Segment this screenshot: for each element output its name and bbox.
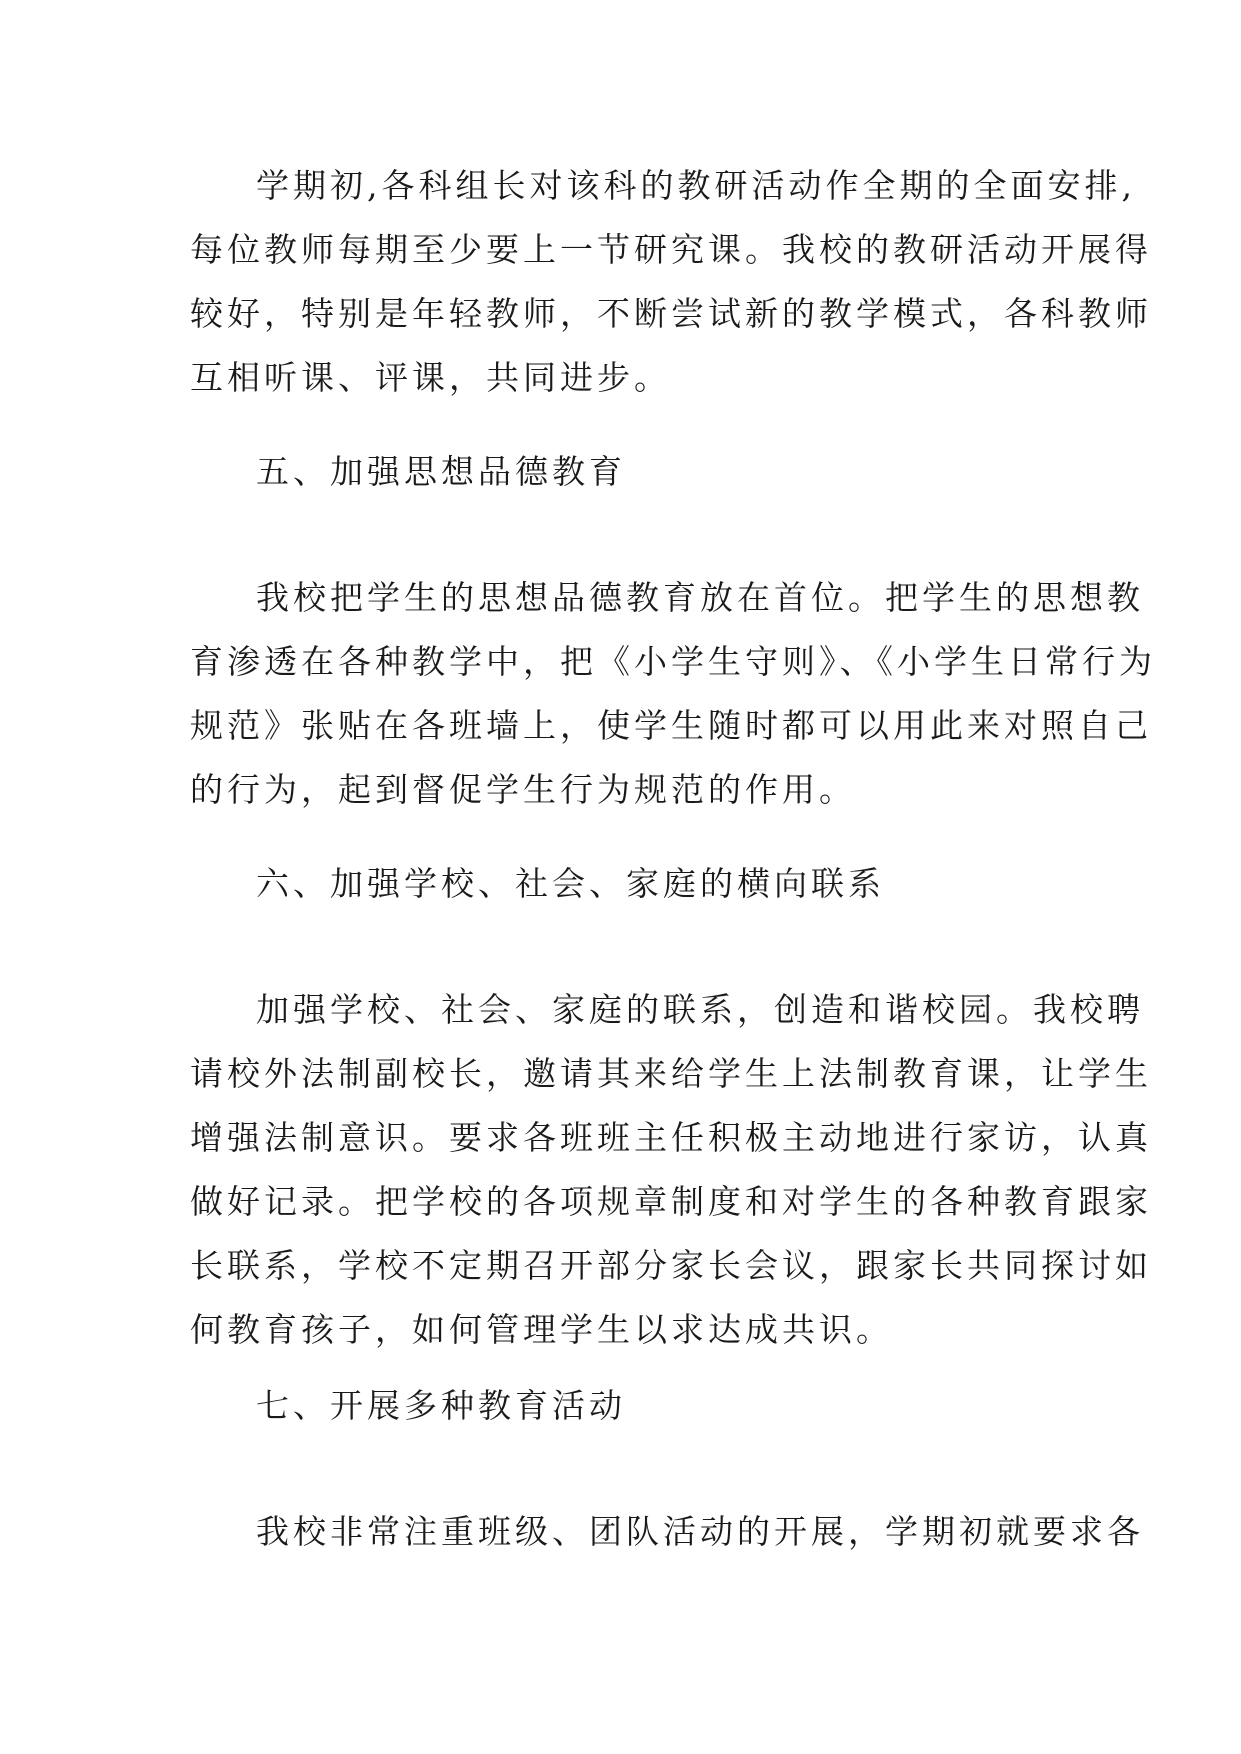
paragraph-line: 规范》张贴在各班墙上，使学生随时都可以用此来对照自己 xyxy=(190,706,1152,745)
paragraph-line: 我校非常注重班级、团队活动的开展，学期初就要求各 xyxy=(256,1512,1144,1551)
paragraph-line: 学期初,各科组长对该科的教研活动作全期的全面安排, xyxy=(256,166,1136,205)
paragraph-line: 增强法制意识。要求各班班主任积极主动地进行家访，认真 xyxy=(190,1118,1152,1157)
paragraph-line: 每位教师每期至少要上一节研究课。我校的教研活动开展得 xyxy=(190,230,1152,269)
paragraph-line: 长联系，学校不定期召开部分家长会议，跟家长共同探讨如 xyxy=(190,1246,1152,1285)
paragraph-school-society-family xyxy=(190,978,1152,1362)
paragraph-line: 较好，特别是年轻教师，不断尝试新的教学模式，各科教师 xyxy=(190,294,1152,333)
heading-text: 五、加强思想品德教育 xyxy=(256,452,626,491)
heading-text: 七、开展多种教育活动 xyxy=(256,1386,626,1425)
paragraph-line: 加强学校、社会、家庭的联系，创造和谐校园。我校聘 xyxy=(256,990,1144,1029)
paragraph-education-activities xyxy=(190,1500,1144,1564)
paragraph-line: 请校外法制副校长，邀请其来给学生上法制教育课，让学生 xyxy=(190,1054,1152,1093)
paragraph-line: 育渗透在各种教学中，把《小学生守则》、《小学生日常行为 xyxy=(190,642,1156,681)
paragraph-line: 互相听课、评课，共同进步。 xyxy=(190,358,671,397)
paragraph-line: 何教育孩子，如何管理学生以求达成共识。 xyxy=(190,1310,893,1349)
section-heading-5 xyxy=(190,440,1070,504)
paragraph-moral-education xyxy=(190,566,1156,822)
paragraph-teaching-research xyxy=(190,154,1152,410)
section-heading-7 xyxy=(190,1374,1070,1438)
paragraph-line: 我校把学生的思想品德教育放在首位。把学生的思想教 xyxy=(256,578,1144,617)
paragraph-line: 做好记录。把学校的各项规章制度和对学生的各种教育跟家 xyxy=(190,1182,1152,1221)
heading-text: 六、加强学校、社会、家庭的横向联系 xyxy=(256,864,885,903)
section-heading-6 xyxy=(190,852,1070,916)
paragraph-line: 的行为，起到督促学生行为规范的作用。 xyxy=(190,770,856,809)
